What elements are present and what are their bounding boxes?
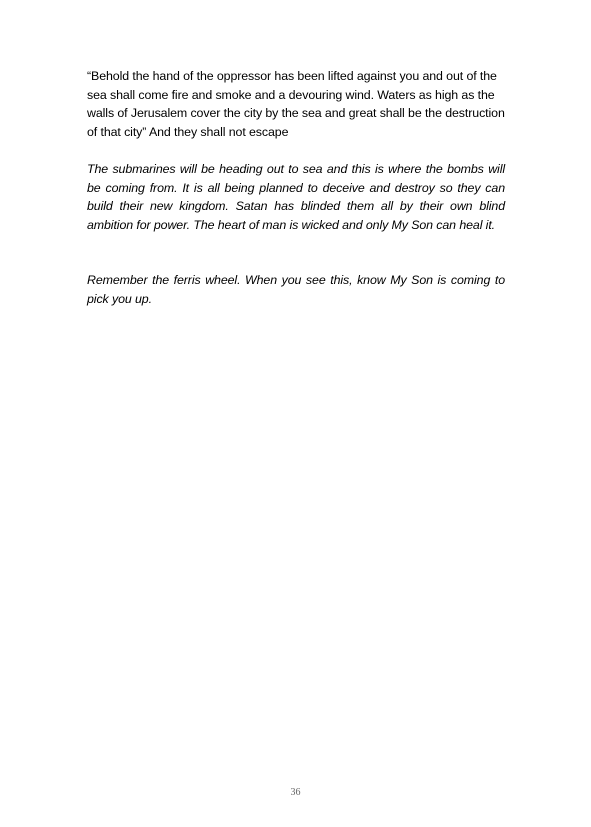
paragraph-submarines: The submarines will be heading out to sea and this is where the bombs will be coming from. It is all being planned to deceive and destroy so they can build their new kingdom. Satan has blinded them all by their own blind ambition for power. The heart of man is wicked and only My Son can heal it.: [87, 162, 505, 232]
paragraph-prophecy-quote: “Behold the hand of the oppressor has been lifted against you and out of the sea shall come fire and smoke and a devouring wind. Waters as high as the walls of Jerusalem cover the city by the sea and great shall be the destruction of that city” And they shall not escape: [87, 69, 505, 139]
paragraph-ferris-wheel: Remember the ferris wheel. When you see this, know My Son is coming to pick you up.: [87, 273, 505, 306]
page-number: 36: [290, 787, 301, 798]
